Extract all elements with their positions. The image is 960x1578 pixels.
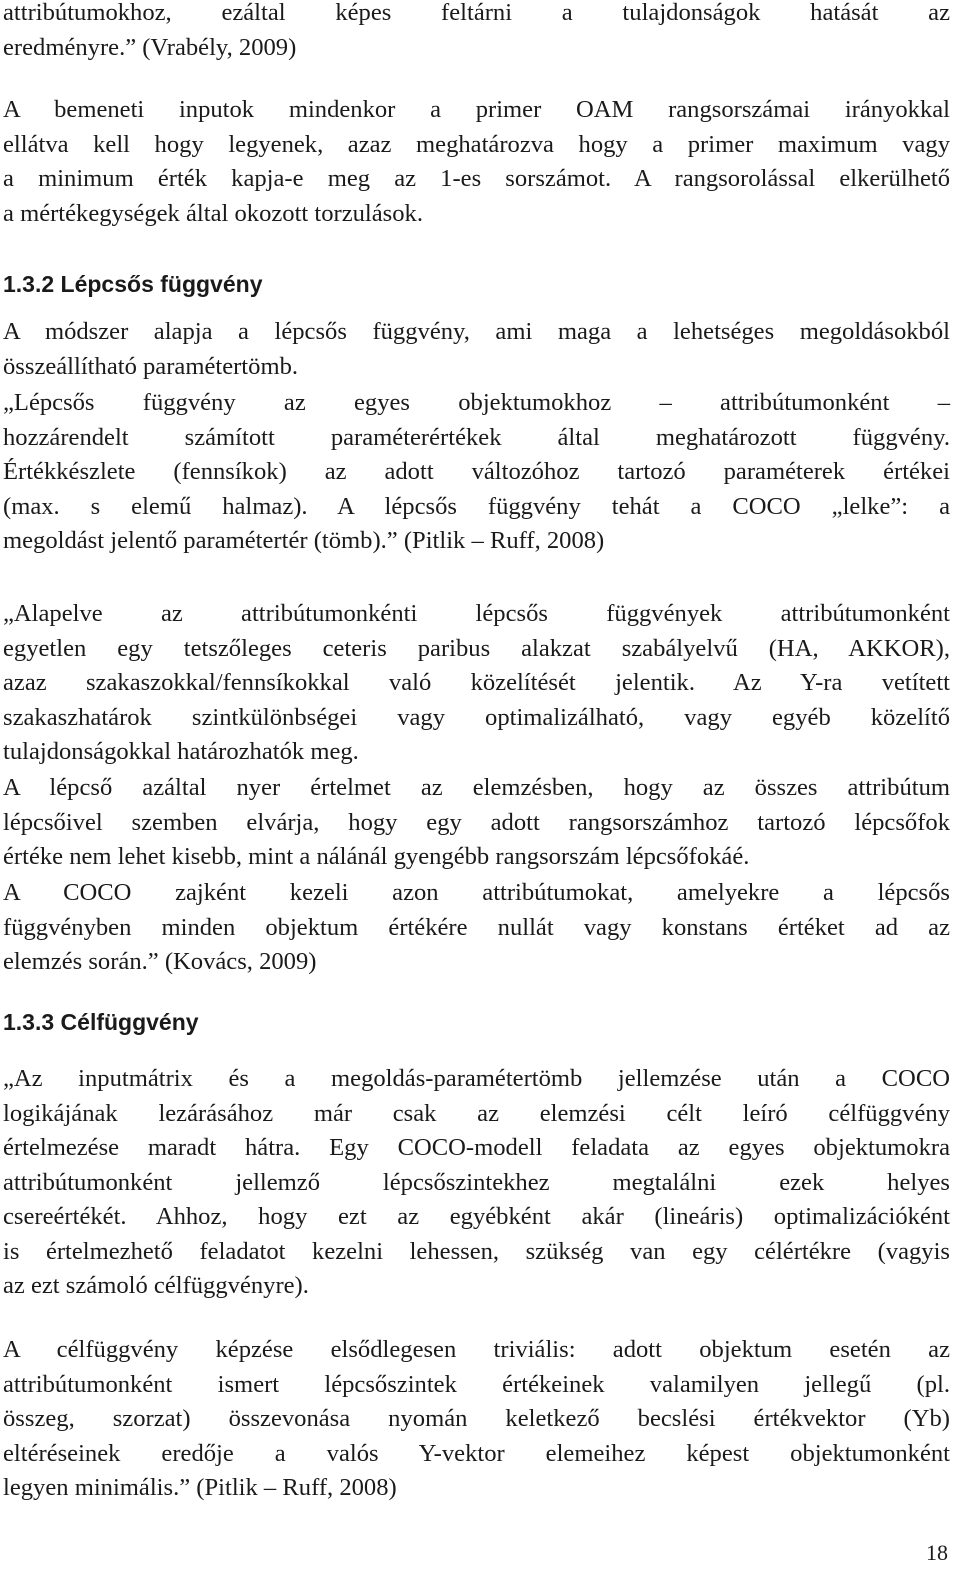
text-line: „Alapelve az attribútumonkénti lépcsős függvények attribútumonként: [3, 600, 950, 627]
paragraph: [3, 93, 950, 231]
text-line: eredményre.” (Vrabély, 2009): [3, 33, 297, 61]
text-line: attribútumokhoz, ezáltal képes feltárni a tulajdonságok hatását az: [3, 0, 950, 26]
section-heading: 1.3.2 Lépcsős függvény: [3, 271, 263, 297]
text-line: azaz szakaszokkal/fennsíkokkal való közelítését jelentik. Az Y-ra vetített: [3, 669, 950, 696]
text-line: A lépcső azáltal nyer értelmet az elemzésben, hogy az összes attribútum: [3, 774, 950, 801]
text-line: „Az inputmátrix és a megoldás-paramétertömb jellemzése után a COCO: [3, 1065, 950, 1092]
text-line: attribútumonként jellemző lépcsőszintekhez megtalálni ezek helyes: [3, 1168, 950, 1196]
text-line: lépcsőivel szemben elvárja, hogy egy adott rangsorszámhoz tartozó lépcsőfok: [3, 808, 950, 836]
text-line: szakaszhatárok szintkülönbségei vagy optimalizálható, vagy egyéb közelítő: [3, 703, 950, 731]
text-line: a mértékegységek által okozott torzulások.: [3, 199, 423, 227]
text-line: eltéréseinek eredője a valós Y-vektor elemeihez képest objektumonként: [3, 1439, 950, 1467]
text-line: egyetlen egy tetszőleges ceteris paribus alakzat szabályelvű (HA, AKKOR),: [3, 634, 950, 662]
text-line: függvényben minden objektum értékére nullát vagy konstans értéket ad az: [3, 913, 950, 941]
text-line: a minimum érték kapja-e meg az 1-es sorszámot. A rangsorolással elkerülhető: [3, 165, 950, 192]
paragraph: [3, 597, 950, 770]
text-line: A bemeneti inputok mindenkor a primer OAM rangsorszámai irányokkal: [3, 96, 950, 123]
text-line: összeállítható paramétertömb.: [3, 352, 299, 380]
text-line: is értelmezhető feladatot kezelni lehessen, szükség van egy célértékre (vagyis: [3, 1237, 950, 1265]
paragraph: [3, 0, 950, 65]
text-line: attribútumonként ismert lépcsőszintek értékeinek valamilyen jellegű (pl.: [3, 1370, 950, 1398]
text-line: megoldást jelentő paramétertér (tömb).” (Pitlik – Ruff, 2008): [3, 527, 605, 554]
text-line: csereértékét. Ahhoz, hogy ezt az egyébként akár (lineáris) optimalizációként: [3, 1203, 950, 1230]
text-line: A COCO zajként kezeli azon attribútumokat, amelyekre a lépcsős: [3, 879, 950, 906]
text-line: tulajdonságokkal határozhatók meg.: [3, 738, 359, 765]
paragraph: [3, 1062, 950, 1304]
paragraph: [3, 876, 950, 980]
text-line: ellátva kell hogy legyenek, azaz meghatározva hogy a primer maximum vagy: [3, 130, 950, 158]
section-heading: 1.3.3 Célfüggvény: [3, 1009, 199, 1035]
text-line: logikájának lezárásához már csak az elemzési célt leíró célfüggvény: [3, 1099, 950, 1127]
paragraph: [3, 386, 950, 559]
text-line: értelmezése maradt hátra. Egy COCO-modell feladata az egyes objektumokra: [3, 1134, 950, 1161]
page-number: 18: [926, 1540, 948, 1565]
text-line: Értékkészlete (fennsíkok) az adott változóhoz tartozó paraméterek értékei: [3, 458, 950, 485]
text-line: „Lépcsős függvény az egyes objektumokhoz – attribútumonként –: [3, 389, 950, 416]
text-line: A módszer alapja a lépcsős függvény, ami maga a lehetséges megoldásokból: [3, 318, 950, 345]
paragraph: [3, 771, 950, 875]
text-line: legyen minimális.” (Pitlik – Ruff, 2008): [3, 1474, 397, 1501]
paragraph: [3, 1333, 950, 1506]
paragraph: [3, 315, 950, 384]
text-line: értéke nem lehet kisebb, mint a nálánál gyengébb rangsorszám lépcsőfokáé.: [3, 843, 750, 870]
text-line: az ezt számoló célfüggvényre).: [3, 1272, 309, 1299]
text-line: elemzés során.” (Kovács, 2009): [3, 948, 317, 975]
text-line: hozzárendelt számított paraméterértékek által meghatározott függvény.: [3, 423, 950, 451]
text-line: összeg, szorzat) összevonása nyomán keletkező becslési értékvektor (Yb): [3, 1405, 950, 1432]
text-line: A célfüggvény képzése elsődlegesen triviális: adott objektum esetén az: [3, 1336, 950, 1363]
text-line: (max. s elemű halmaz). A lépcsős függvény tehát a COCO „lelke”: a: [3, 492, 950, 520]
